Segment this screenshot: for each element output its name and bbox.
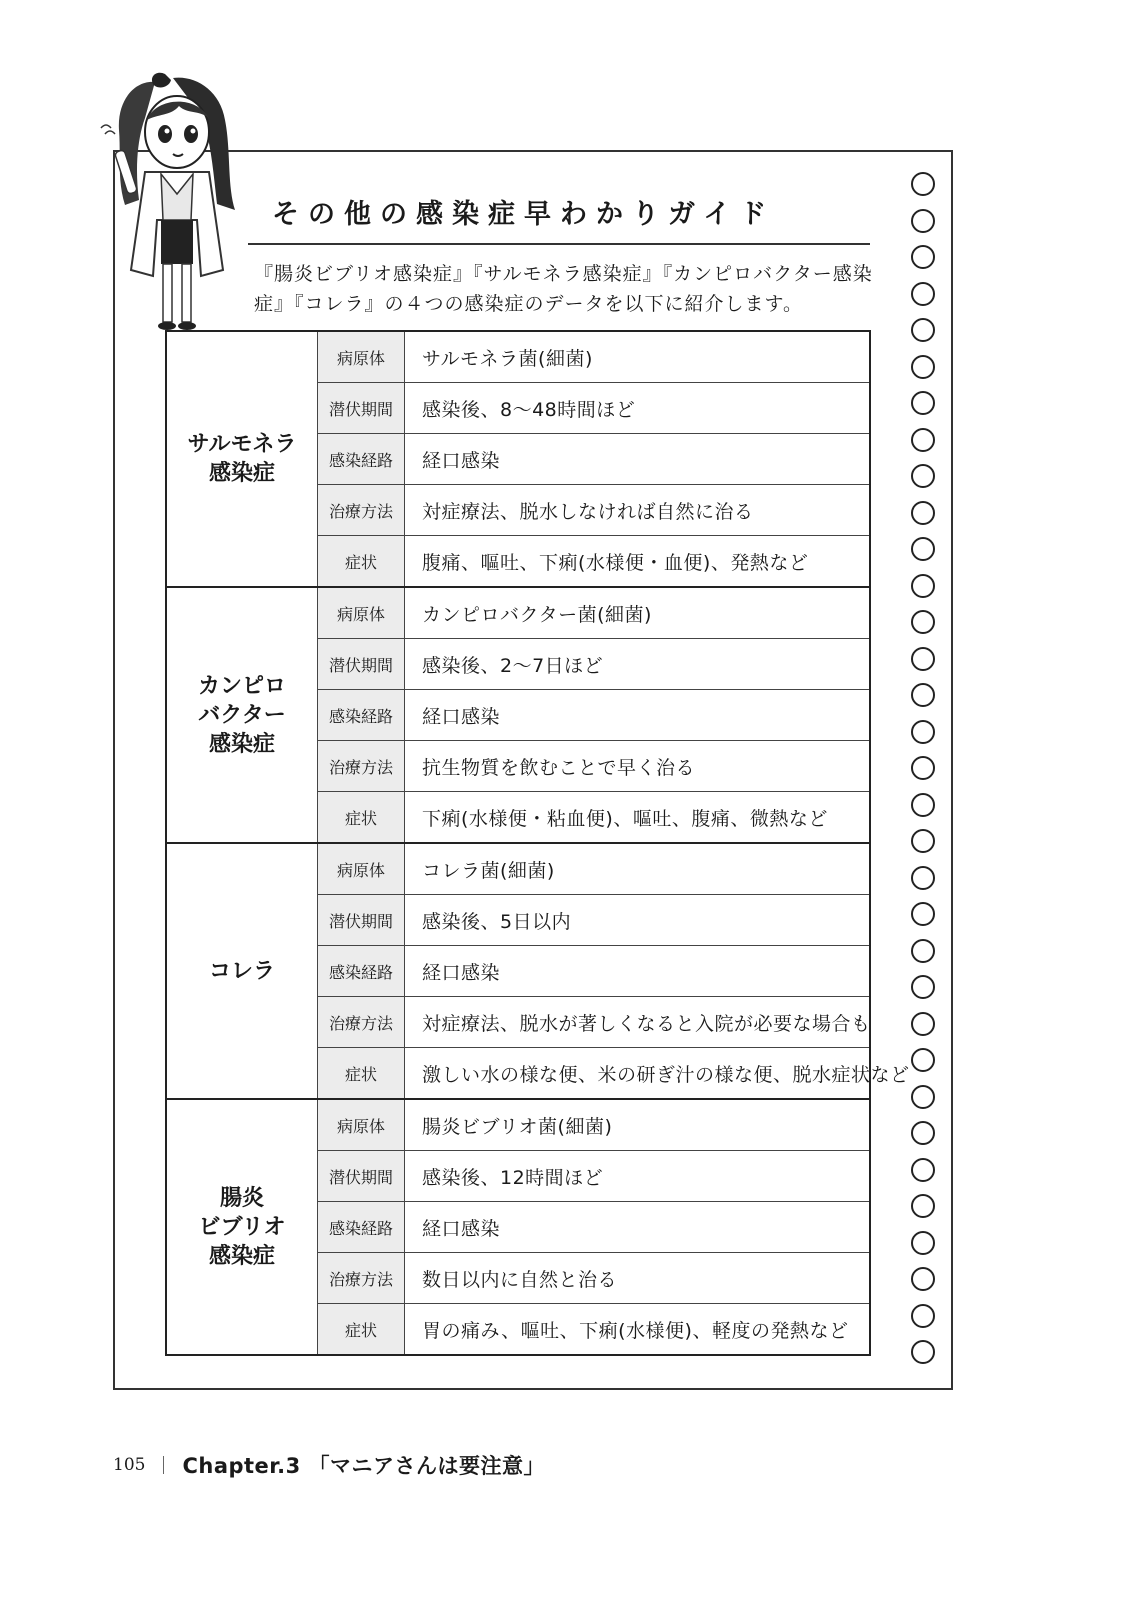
binder-ring bbox=[911, 829, 935, 853]
title-underline bbox=[248, 243, 870, 245]
row-label-treatment: 治療方法 bbox=[318, 1253, 405, 1304]
row-value-route: 経口感染 bbox=[405, 690, 871, 741]
binder-ring bbox=[911, 355, 935, 379]
row-value-incubation: 感染後、5日以内 bbox=[405, 895, 871, 946]
binder-ring bbox=[911, 574, 935, 598]
row-value-pathogen: カンピロバクター菌(細菌) bbox=[405, 587, 871, 639]
binder-ring bbox=[911, 939, 935, 963]
disease-name-line: コレラ bbox=[208, 958, 275, 984]
row-label-pathogen: 病原体 bbox=[318, 587, 405, 639]
binder-ring bbox=[911, 793, 935, 817]
row-label-symptoms: 症状 bbox=[318, 536, 405, 588]
row-value-route: 経口感染 bbox=[405, 946, 871, 997]
disease-name-line: バクター bbox=[198, 702, 286, 728]
binder-ring bbox=[911, 318, 935, 342]
row-value-treatment: 対症療法、脱水しなければ自然に治る bbox=[405, 485, 871, 536]
row-value-treatment: 数日以内に自然と治る bbox=[405, 1253, 871, 1304]
row-label-incubation: 潜伏期間 bbox=[318, 383, 405, 434]
disease-name bbox=[166, 843, 318, 1099]
binder-ring bbox=[911, 1158, 935, 1182]
disease-name bbox=[166, 331, 318, 587]
row-value-route: 経口感染 bbox=[405, 1202, 871, 1253]
binder-ring bbox=[911, 1194, 935, 1218]
row-label-symptoms: 症状 bbox=[318, 792, 405, 844]
disease-name-line: ビブリオ bbox=[198, 1214, 286, 1240]
footer-divider bbox=[163, 1456, 164, 1474]
row-label-route: 感染経路 bbox=[318, 1202, 405, 1253]
row-label-pathogen: 病原体 bbox=[318, 1099, 405, 1151]
row-value-symptoms: 激しい水の様な便、米の研ぎ汁の様な便、脱水症状など bbox=[405, 1048, 871, 1100]
row-value-treatment: 対症療法、脱水が著しくなると入院が必要な場合も bbox=[405, 997, 871, 1048]
row-label-pathogen: 病原体 bbox=[318, 331, 405, 383]
binder-ring bbox=[911, 1231, 935, 1255]
binder-ring bbox=[911, 391, 935, 415]
row-value-symptoms: 腹痛、嘔吐、下痢(水様便・血便)、発熱など bbox=[405, 536, 871, 588]
binder-ring bbox=[911, 1304, 935, 1328]
row-label-incubation: 潜伏期間 bbox=[318, 895, 405, 946]
binder-ring bbox=[911, 1085, 935, 1109]
disease-name-line: サルモネラ bbox=[187, 432, 297, 457]
row-label-incubation: 潜伏期間 bbox=[318, 639, 405, 690]
row-value-pathogen: サルモネラ菌(細菌) bbox=[405, 331, 871, 383]
row-label-symptoms: 症状 bbox=[318, 1048, 405, 1100]
row-value-pathogen: 腸炎ビブリオ菌(細菌) bbox=[405, 1099, 871, 1151]
binder-ring bbox=[911, 1340, 935, 1364]
binder-ring bbox=[911, 537, 935, 561]
row-label-route: 感染経路 bbox=[318, 690, 405, 741]
row-label-route: 感染経路 bbox=[318, 434, 405, 485]
row-value-incubation: 感染後、12時間ほど bbox=[405, 1151, 871, 1202]
disease-name-line: 感染症 bbox=[208, 461, 275, 486]
binder-ring bbox=[911, 1012, 935, 1036]
binder-ring bbox=[911, 866, 935, 890]
disease-name-line: カンピロ bbox=[197, 673, 286, 699]
binder-ring bbox=[911, 464, 935, 488]
binder-ring bbox=[911, 245, 935, 269]
binder-ring bbox=[911, 1121, 935, 1145]
chapter-title: Chapter.3 「マニアさんは要注意」 bbox=[182, 1454, 546, 1478]
disease-name-line: 腸炎 bbox=[219, 1185, 264, 1211]
row-value-incubation: 感染後、8～48時間ほど bbox=[405, 383, 871, 434]
mascot-illustration bbox=[95, 70, 255, 340]
table-row bbox=[166, 587, 870, 639]
binder-ring bbox=[911, 647, 935, 671]
binder-ring bbox=[911, 428, 935, 452]
table-row bbox=[166, 843, 870, 895]
binder-ring bbox=[911, 209, 935, 233]
table-row bbox=[166, 1099, 870, 1151]
binder-ring bbox=[911, 1048, 935, 1072]
disease-name-line: 感染症 bbox=[208, 731, 275, 757]
row-label-route: 感染経路 bbox=[318, 946, 405, 997]
binder-ring bbox=[911, 172, 935, 196]
row-label-treatment: 治療方法 bbox=[318, 997, 405, 1048]
row-label-symptoms: 症状 bbox=[318, 1304, 405, 1356]
row-value-pathogen: コレラ菌(細菌) bbox=[405, 843, 871, 895]
row-label-treatment: 治療方法 bbox=[318, 741, 405, 792]
intro-text: 『腸炎ビブリオ感染症』『サルモネラ感染症』『カンピロバクター感染症』『コレラ』の４つの感染症のデータを以下に紹介します。 bbox=[254, 263, 873, 315]
row-label-treatment: 治療方法 bbox=[318, 485, 405, 536]
row-label-pathogen: 病原体 bbox=[318, 843, 405, 895]
row-label-incubation: 潜伏期間 bbox=[318, 1151, 405, 1202]
binder-ring bbox=[911, 282, 935, 306]
page-title: その他の感染症早わかりガイド bbox=[272, 199, 776, 230]
binder-ring bbox=[911, 902, 935, 926]
binder-ring bbox=[911, 756, 935, 780]
disease-name-line: 感染症 bbox=[208, 1243, 275, 1269]
binder-ring bbox=[911, 720, 935, 744]
row-value-incubation: 感染後、2～7日ほど bbox=[405, 639, 871, 690]
disease-name bbox=[166, 1099, 318, 1355]
binder-ring bbox=[911, 683, 935, 707]
page-footer bbox=[113, 1450, 545, 1480]
binder-ring bbox=[911, 501, 935, 525]
disease-name bbox=[166, 587, 318, 843]
table-row bbox=[166, 331, 870, 383]
binder-ring bbox=[911, 610, 935, 634]
row-value-symptoms: 胃の痛み、嘔吐、下痢(水様便)、軽度の発熱など bbox=[405, 1304, 871, 1356]
binder-rings bbox=[911, 172, 937, 1377]
binder-ring bbox=[911, 975, 935, 999]
row-value-symptoms: 下痢(水様便・粘血便)、嘔吐、腹痛、微熱など bbox=[405, 792, 871, 844]
page-number: 105 bbox=[113, 1455, 146, 1475]
infection-guide-table bbox=[165, 330, 910, 1356]
binder-ring bbox=[911, 1267, 935, 1291]
row-value-treatment: 抗生物質を飲むことで早く治る bbox=[405, 741, 871, 792]
row-value-route: 経口感染 bbox=[405, 434, 871, 485]
